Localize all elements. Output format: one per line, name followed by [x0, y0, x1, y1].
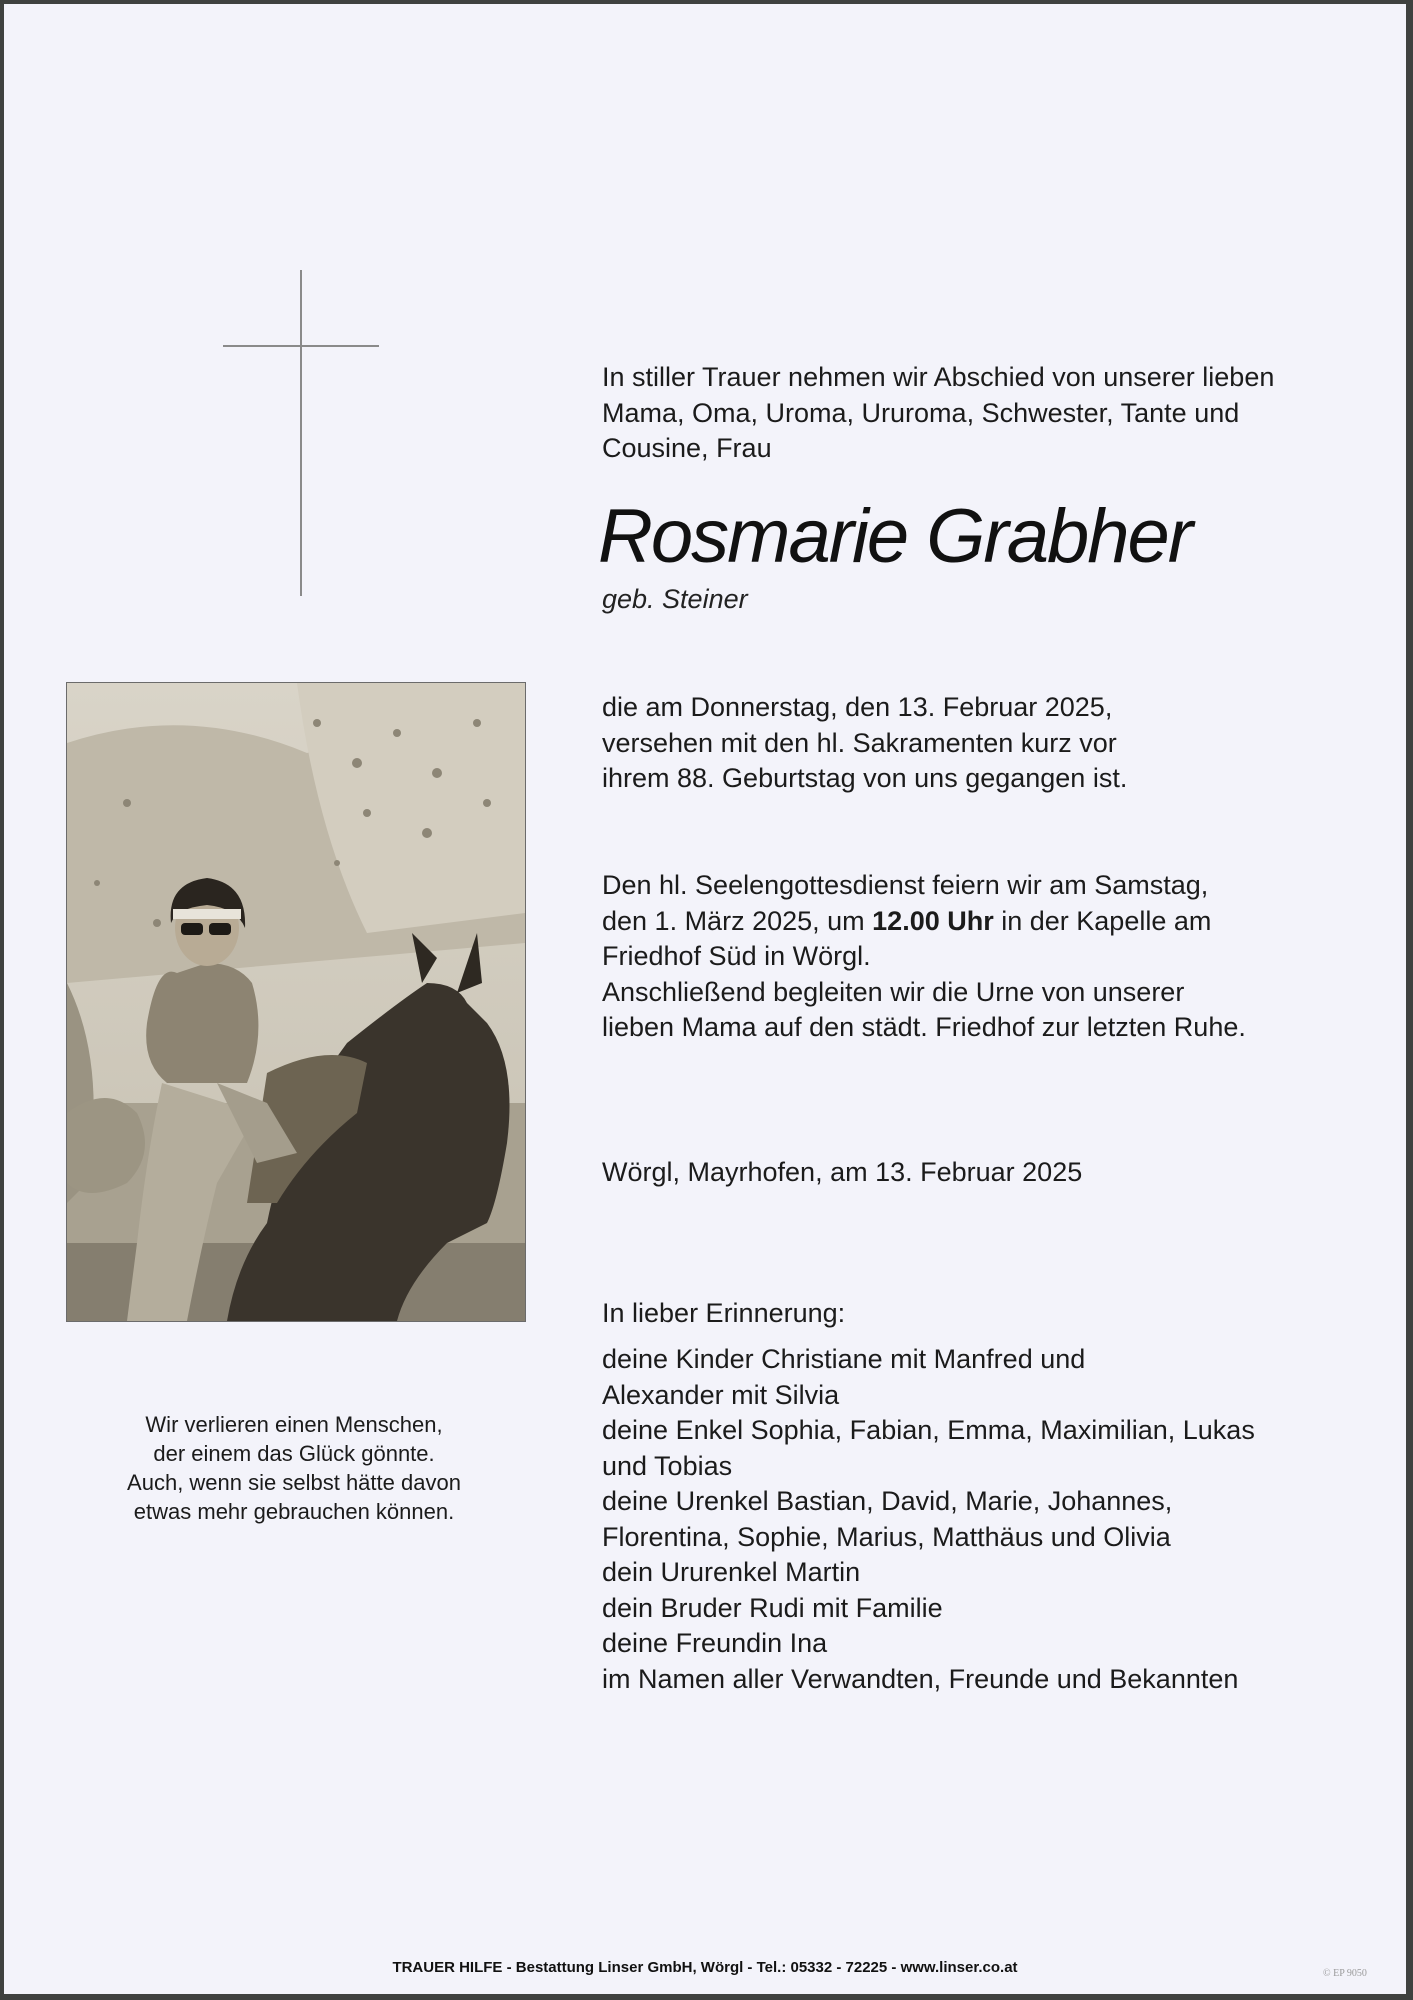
list-item: und Tobias	[602, 1450, 733, 1481]
service-line	[602, 904, 1246, 940]
intro-text	[602, 360, 1274, 467]
cross-vertical-bar	[300, 270, 302, 596]
list-item: dein Ururenkel Martin	[602, 1557, 861, 1587]
list-item: dein Bruder Rudi mit Familie	[602, 1592, 943, 1623]
intro-line: Mama, Oma, Uroma, Ururoma, Schwester, Tante und	[602, 397, 1240, 428]
service-line: lieben Mama auf den städt. Friedhof zur letzten Ruhe.	[602, 1012, 1246, 1042]
quote-line: Wir verlieren einen Menschen,	[145, 1412, 443, 1437]
list-item: Florentina, Sophie, Marius, Matthäus und Olivia	[602, 1521, 1171, 1552]
list-item: deine Enkel Sophia, Fabian, Emma, Maximilian, Lukas	[602, 1415, 1255, 1445]
memorial-quote	[64, 1410, 524, 1526]
list-item: Alexander mit Silvia	[602, 1379, 840, 1410]
list-item: deine Kinder Christiane mit Manfred und	[602, 1344, 1086, 1374]
deceased-name: Rosmarie Grabher	[598, 494, 1192, 579]
list-item: deine Urenkel Bastian, David, Marie, Johannes,	[602, 1486, 1173, 1516]
death-notice-line: versehen mit den hl. Sakramenten kurz vor	[602, 727, 1117, 758]
service-date-text: den 1. März 2025, um	[602, 905, 873, 936]
quote-line: etwas mehr gebrauchen können.	[133, 1499, 455, 1524]
intro-line: Cousine, Frau	[602, 433, 772, 463]
service-location-text: in der Kapelle am	[993, 905, 1212, 936]
intro-line: In stiller Trauer nehmen wir Abschied von unserer lieben	[602, 362, 1275, 392]
list-item: deine Freundin Ina	[602, 1628, 828, 1658]
footer-undertaker: TRAUER HILFE - Bestattung Linser GmbH, Wörgl - Tel.: 05332 - 72225 - www.linser.co.at	[392, 1959, 1018, 1976]
quote-line: der einem das Glück gönnte.	[153, 1441, 435, 1466]
portrait-photo-illustration	[67, 683, 525, 1321]
service-time: 12.00 Uhr	[872, 905, 994, 936]
service-line: Friedhof Süd in Wörgl.	[602, 941, 871, 971]
list-item: im Namen aller Verwandten, Freunde und Bekannten	[602, 1663, 1239, 1694]
death-notice-line: die am Donnerstag, den 13. Februar 2025,	[602, 692, 1113, 722]
obituary-page	[4, 4, 1406, 1994]
cross-horizontal-bar	[223, 345, 379, 347]
quote-line: Auch, wenn sie selbst hätte davon	[127, 1470, 461, 1495]
death-notice-line: ihrem 88. Geburtstag von uns gegangen ist.	[602, 763, 1128, 793]
place-date: Wörgl, Mayrhofen, am 13. Februar 2025	[602, 1157, 1083, 1187]
maiden-name: geb. Steiner	[602, 584, 748, 614]
service-notice	[602, 868, 1246, 1046]
memory-heading: In lieber Erinnerung:	[602, 1298, 846, 1328]
death-notice	[602, 690, 1127, 797]
service-line: Den hl. Seelengottesdienst feiern wir am Samstag,	[602, 870, 1209, 900]
print-code: © EP 9050	[1323, 1968, 1367, 1979]
mourners-list	[602, 1342, 1255, 1697]
service-line: Anschließend begleiten wir die Urne von unserer	[602, 976, 1185, 1007]
portrait-photo	[66, 682, 526, 1322]
